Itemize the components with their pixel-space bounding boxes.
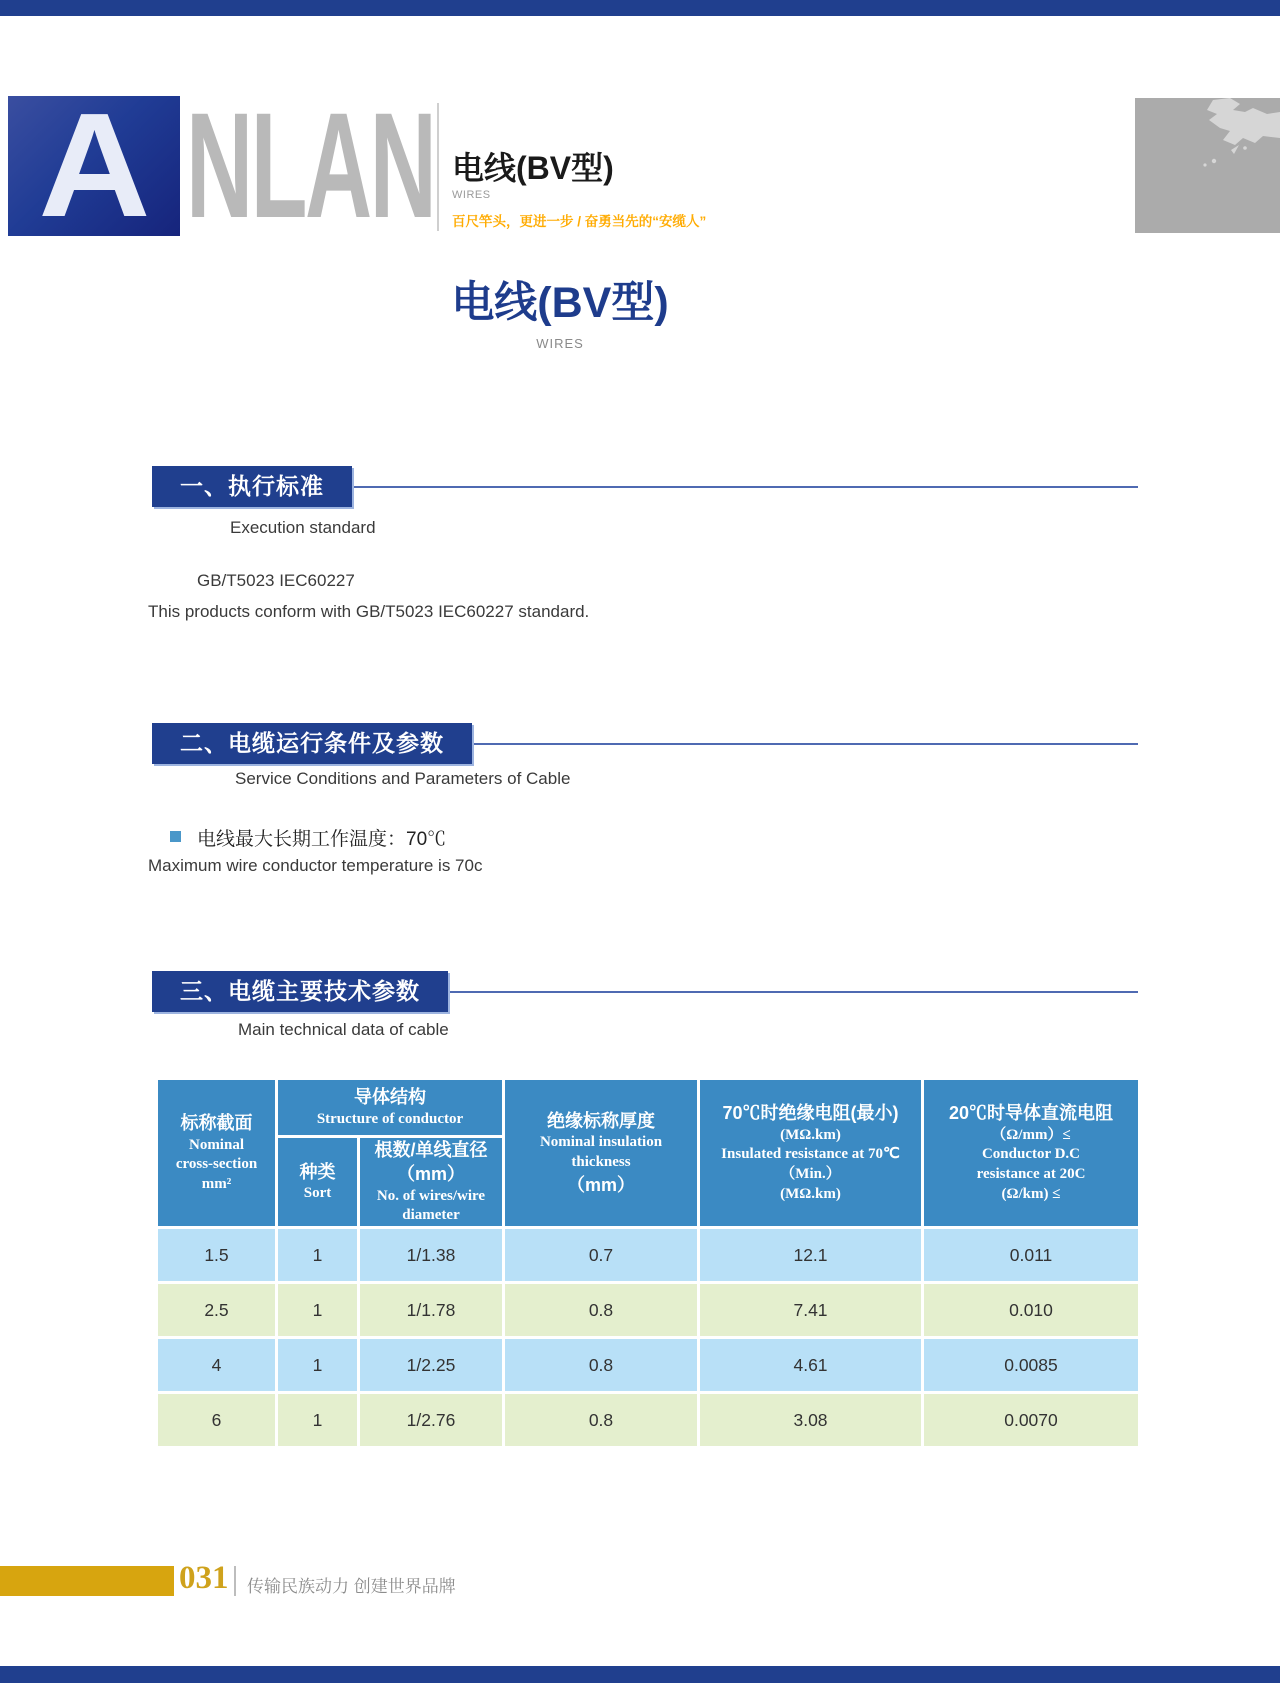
th-line: 20℃时导体直流电阻	[948, 1103, 1114, 1124]
table-cell: 1.5	[157, 1228, 277, 1283]
th-line: 绝缘标称厚度	[547, 1111, 655, 1131]
table-cell: 0.0085	[923, 1338, 1140, 1393]
page-number: 031	[179, 1560, 229, 1596]
table-cell: 1/1.38	[359, 1228, 504, 1283]
table-cell: 1/1.78	[359, 1283, 504, 1338]
th-insulation-thickness	[504, 1079, 699, 1228]
table-cell: 1/2.25	[359, 1338, 504, 1393]
section-1-header-row	[152, 466, 1138, 507]
th-line: Structure of conductor	[316, 1110, 464, 1127]
th-line: (Ω/km) ≤	[1001, 1186, 1061, 1203]
th-nominal-cross-section	[157, 1079, 277, 1228]
th-line: 70℃时绝缘电阻(最小)	[722, 1103, 899, 1124]
bottom-border-bar	[0, 1666, 1280, 1683]
section-1-subheading: Execution standard	[230, 518, 376, 537]
header-product-title-cn: 电线(BV型)	[452, 150, 614, 186]
th-line: No. of wires/wire	[376, 1187, 486, 1204]
page-title: 电线(BV型)	[451, 279, 669, 327]
table-cell: 6	[157, 1393, 277, 1448]
table-cell: 1	[277, 1338, 359, 1393]
section-2-rule	[474, 743, 1138, 745]
th-line: Nominal	[188, 1136, 244, 1153]
th-line: 根数/单线直径	[374, 1140, 488, 1160]
section-1-rule	[354, 486, 1138, 488]
logo-box	[8, 83, 180, 248]
map-graphic	[1135, 98, 1280, 233]
th-dc-resistance-20c	[923, 1079, 1140, 1228]
header-product-block	[452, 150, 706, 230]
table-cell: 1	[277, 1393, 359, 1448]
standard-conformance-text: This products conform with GB/T5023 IEC60227 standard.	[148, 602, 590, 621]
th-sort	[277, 1137, 359, 1228]
table-cell: 0.0070	[923, 1393, 1140, 1448]
logo-text-nlan: NLAN	[186, 81, 435, 249]
header-divider	[437, 103, 439, 231]
table-cell: 0.8	[504, 1393, 699, 1448]
table-cell: 7.41	[699, 1283, 923, 1338]
logo-letter-a: A	[37, 83, 151, 248]
section-1-heading: 一、执行标准	[152, 466, 352, 507]
table-row	[157, 1393, 1140, 1448]
table-row	[157, 1228, 1140, 1283]
footer-divider	[234, 1566, 236, 1596]
table-cell: 1	[277, 1228, 359, 1283]
table-cell: 1/2.76	[359, 1393, 504, 1448]
footer-gold-bar	[0, 1566, 174, 1596]
footer-tagline: 传输民族动力 创建世界品牌	[247, 1577, 456, 1596]
table-cell: 4	[157, 1338, 277, 1393]
th-line: cross-section	[175, 1156, 258, 1173]
th-insulated-resistance-70c	[699, 1079, 923, 1228]
table-cell: 0.011	[923, 1228, 1140, 1283]
table-cell: 2.5	[157, 1283, 277, 1338]
table-cell: 12.1	[699, 1228, 923, 1283]
th-line: diameter	[402, 1207, 460, 1224]
th-line: mm²	[201, 1176, 232, 1193]
th-line: （mm）	[566, 1174, 635, 1195]
section-2-heading: 二、电缆运行条件及参数	[152, 723, 472, 764]
page-subtitle: WIRES	[536, 336, 584, 351]
th-line: Sort	[303, 1185, 332, 1202]
section-3-rule	[450, 991, 1138, 993]
th-line: 导体结构	[354, 1087, 426, 1108]
table-cell: 0.8	[504, 1283, 699, 1338]
header-brand-tagline: 百尺竿头，更进一步 / 奋勇当先的“安缆人”	[452, 214, 707, 229]
table-cell: 0.7	[504, 1228, 699, 1283]
table-cell: 0.010	[923, 1283, 1140, 1338]
th-line: （Min.）	[780, 1166, 841, 1183]
bullet-square-icon	[170, 831, 181, 842]
th-line: Insulated resistance at 70℃	[721, 1146, 900, 1163]
th-line: (MΩ.km)	[780, 1126, 841, 1143]
section-3-header-row	[152, 971, 1138, 1012]
table-row	[157, 1338, 1140, 1393]
th-line: （Ω/mm）≤	[991, 1126, 1071, 1143]
table-row	[157, 1283, 1140, 1338]
th-line: Conductor D.C	[981, 1146, 1081, 1163]
header-product-title-en: WIRES	[452, 189, 491, 201]
section-3-heading: 三、电缆主要技术参数	[152, 971, 448, 1012]
th-line: resistance at 20C	[976, 1166, 1086, 1183]
section-3-subheading: Main technical data of cable	[238, 1020, 449, 1039]
table-cell: 1	[277, 1283, 359, 1338]
table-cell: 3.08	[699, 1393, 923, 1448]
top-border-bar	[0, 0, 1280, 16]
th-line: 标称截面	[180, 1113, 253, 1134]
th-structure-of-conductor	[277, 1079, 504, 1137]
th-line: (MΩ.km)	[780, 1186, 841, 1203]
max-temperature-cn: 电线最大长期工作温度：70℃	[197, 829, 447, 850]
page-title-block	[0, 278, 1120, 351]
section-2-subheading: Service Conditions and Parameters of Cable	[235, 769, 571, 788]
max-temperature-en: Maximum wire conductor temperature is 70c	[148, 856, 483, 875]
technical-data-table	[155, 1077, 1141, 1449]
section-2-header-row	[152, 723, 1138, 764]
map-image	[1135, 98, 1280, 233]
table-cell: 4.61	[699, 1338, 923, 1393]
table-cell: 0.8	[504, 1338, 699, 1393]
th-line: Nominal insulation	[539, 1134, 663, 1151]
th-line: thickness	[571, 1154, 631, 1171]
th-wires-diameter	[359, 1137, 504, 1228]
standard-codes: GB/T5023 IEC60227	[197, 571, 355, 590]
th-line: （mm）	[396, 1164, 465, 1185]
th-line: 种类	[299, 1162, 336, 1183]
